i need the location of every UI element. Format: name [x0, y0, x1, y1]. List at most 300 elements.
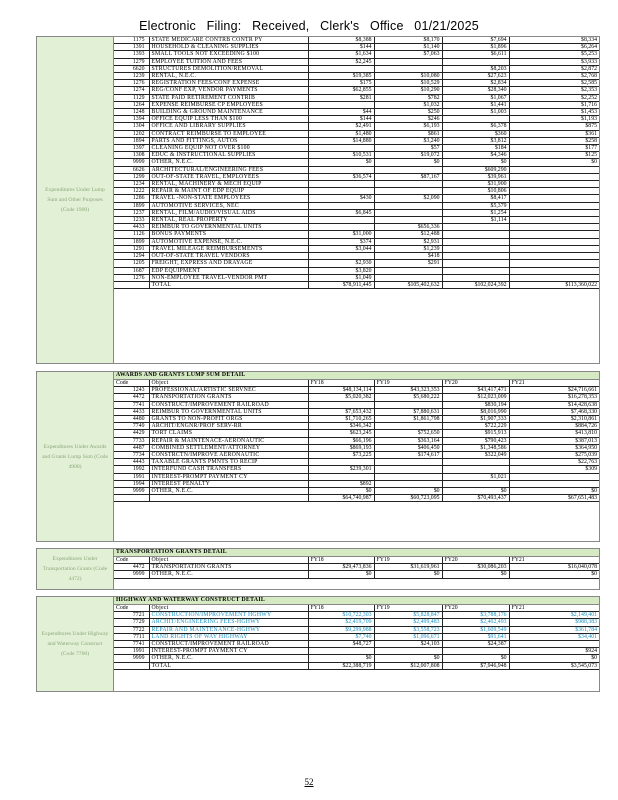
object-cell: STATE MEDICARE CONTRB CONTR PY	[149, 37, 308, 44]
fy19-cell: $12,007,808	[374, 662, 442, 669]
fy18-cell: FY18	[308, 557, 374, 564]
table-row	[114, 473, 599, 480]
fy20-cell: $2,834	[442, 80, 509, 87]
object-cell: INTEREST-PROMPT PAYMENT CY	[149, 648, 308, 655]
fy19-cell: $2,931	[374, 238, 442, 245]
fy18-cell: $869,193	[308, 444, 374, 451]
code-cell: 6626	[114, 166, 149, 173]
fy21-cell: FY21	[509, 380, 599, 387]
fy19-cell: $43,323,353	[374, 387, 442, 394]
fy21-cell: $7,468,330	[509, 408, 599, 415]
fy19-cell: $406,450	[374, 444, 442, 451]
fy18-cell: $48,134,114	[308, 387, 374, 394]
code-cell: 7722	[114, 626, 149, 633]
fy20-cell: $28,340	[442, 87, 509, 94]
fy19-cell: $10,290	[374, 87, 442, 94]
fy18-cell: $430	[308, 195, 374, 202]
fy19-cell: $656,336	[374, 224, 442, 231]
fy19-cell: $418	[374, 253, 442, 260]
fy19-cell: $10,529	[374, 80, 442, 87]
object-cell: RENTAL, N.E.C.	[149, 73, 308, 80]
code-cell: 7729	[114, 619, 149, 626]
fy18-cell: $9,299,988	[308, 626, 374, 633]
object-cell: AUTOMOTIVE EXPENSE, N.E.C.	[149, 238, 308, 245]
fy19-cell	[374, 480, 442, 487]
object-cell: OTHER, N.E.C.	[149, 655, 308, 662]
fy20-cell: $3,812	[442, 137, 509, 144]
fy21-cell: $875	[509, 123, 599, 130]
code-cell: 4472	[114, 564, 149, 571]
code-cell: 1243	[114, 387, 149, 394]
fy19-cell: $250	[374, 109, 442, 116]
fy21-cell	[509, 231, 599, 238]
fy18-cell: $48,727	[308, 641, 374, 648]
fy21-cell	[509, 224, 599, 231]
fy21-cell: $364,950	[509, 444, 599, 451]
fy21-cell	[509, 181, 599, 188]
object-cell: RENTAL, REAL PROPERTY	[149, 217, 308, 224]
column-header-row	[114, 605, 599, 612]
code-cell: 1991	[114, 473, 149, 480]
table-row	[114, 655, 599, 662]
fy21-cell: $125	[509, 152, 599, 159]
fy19-cell: $1,239	[374, 245, 442, 252]
table-row	[114, 408, 599, 415]
fy20-cell: $5,379	[442, 202, 509, 209]
object-cell: COMBINED SETTLEMENT/ATTORNEY	[149, 444, 308, 451]
fy20-cell: $1,067	[442, 94, 509, 101]
code-cell: 1687	[114, 267, 149, 274]
fy20-cell: FY20	[442, 605, 509, 612]
column-header-row	[114, 380, 599, 387]
fy18-cell: $3,044	[308, 245, 374, 252]
fy20-cell: $360	[442, 130, 509, 137]
object-cell: CONTRACT REIMBURSE TO EMPLOYEE	[149, 130, 308, 137]
fy19-cell	[374, 401, 442, 408]
code-cell	[114, 281, 149, 288]
fy20-cell	[442, 466, 509, 473]
awards-grants-section	[36, 371, 600, 542]
table-row	[114, 231, 599, 238]
fy21-cell: $34,401	[509, 633, 599, 640]
fy19-cell: $1,861,798	[374, 416, 442, 423]
fy18-cell: $374	[308, 238, 374, 245]
fy20-cell: $1,609,549	[442, 626, 509, 633]
fy21-cell	[509, 202, 599, 209]
code-cell: 1304	[114, 123, 149, 130]
table-row	[114, 195, 599, 202]
fy20-cell: $10,806	[442, 188, 509, 195]
object-cell: STRUCTURES DEMOLITION/REMOVAL	[149, 65, 308, 72]
code-cell: 1276	[114, 274, 149, 281]
fy19-cell: $861	[374, 130, 442, 137]
object-cell: OFFICE EQUIP LESS THAN $100	[149, 116, 308, 123]
fy20-cell: $609,290	[442, 166, 509, 173]
page-number: 52	[304, 777, 314, 787]
fy19-cell: $0	[374, 655, 442, 662]
fy19-cell: $174,617	[374, 452, 442, 459]
fy19-cell: $7,063	[374, 51, 442, 58]
fy18-cell: $31,000	[308, 231, 374, 238]
fy18-cell: $1,049	[308, 274, 374, 281]
fy19-cell	[374, 473, 442, 480]
fy20-cell: $1,907,333	[442, 416, 509, 423]
fy19-cell: $752,650	[374, 430, 442, 437]
fy19-cell	[374, 209, 442, 216]
table-row	[114, 253, 599, 260]
fy18-cell: $78,911,445	[308, 281, 374, 288]
fy18-cell: $36,574	[308, 173, 374, 180]
object-cell: TOTAL	[149, 662, 308, 669]
fy20-cell: $1,441	[442, 101, 509, 108]
object-cell: EXPENSE REIMBURSE CP EMPLOYEES	[149, 101, 308, 108]
fy20-cell: $7,694	[442, 37, 509, 44]
fy19-cell: $7,880,631	[374, 408, 442, 415]
code-cell: 7741	[114, 641, 149, 648]
fy21-cell: $2,149,401	[509, 612, 599, 619]
fy18-cell: $8,388	[308, 37, 374, 44]
fy19-cell	[374, 423, 442, 430]
fy18-cell: $623,245	[308, 430, 374, 437]
fy18-cell: $29,473,836	[308, 564, 374, 571]
fy21-cell: $2,252	[509, 94, 599, 101]
fy18-cell: $2,419,709	[308, 619, 374, 626]
code-cell	[114, 495, 149, 502]
fy21-cell: $2,353	[509, 87, 599, 94]
fy20-cell: $184	[442, 145, 509, 152]
code-cell: 1299	[114, 173, 149, 180]
fy19-cell: $1,096,671	[374, 633, 442, 640]
table-row	[114, 488, 599, 495]
fy20-cell: FY20	[442, 380, 509, 387]
code-cell: Code	[114, 557, 149, 564]
fy21-cell	[509, 166, 599, 173]
fy21-cell	[509, 209, 599, 216]
fy19-cell: $1,032	[374, 101, 442, 108]
code-cell: 7734	[114, 452, 149, 459]
fy21-cell	[509, 217, 599, 224]
fy20-cell: $1,114	[442, 217, 509, 224]
fy21-cell	[509, 260, 599, 267]
fy21-cell: $258	[509, 137, 599, 144]
fy18-cell: $1,634	[308, 51, 374, 58]
code-cell: 1248	[114, 109, 149, 116]
fy21-cell: $22,763	[509, 459, 599, 466]
table-row	[114, 130, 599, 137]
object-cell: ARCHIT/ENGINEERING FEES-HGHWY	[149, 619, 308, 626]
fy20-cell: $91,641	[442, 633, 509, 640]
code-cell: 1276	[114, 80, 149, 87]
table-row	[114, 116, 599, 123]
fy18-cell	[308, 224, 374, 231]
object-cell: REIMBUR TO GOVERNMENTAL UNITS	[149, 408, 308, 415]
fy18-cell: $22,388,719	[308, 662, 374, 669]
table-row	[114, 202, 599, 209]
table-row	[114, 37, 599, 44]
code-cell: Code	[114, 380, 149, 387]
object-cell: TRAVEL MILEAGE REIMBURSEMENTS	[149, 245, 308, 252]
table-row	[114, 209, 599, 216]
fy20-cell: $8,016,990	[442, 408, 509, 415]
fy20-cell: $7,946,948	[442, 662, 509, 669]
fy18-cell: $44	[308, 109, 374, 116]
fy18-cell: $66,196	[308, 437, 374, 444]
code-cell: 7741	[114, 401, 149, 408]
column-header-row	[114, 557, 599, 564]
table-row	[114, 109, 599, 116]
total-row	[114, 495, 599, 502]
fy20-cell: $1,021	[442, 473, 509, 480]
fy19-cell: FY19	[374, 605, 442, 612]
object-cell: INTEREST-PROMPT PAYMENT CY	[149, 473, 308, 480]
object-cell: FREIGHT, EXPRESS AND DRAYAGE	[149, 260, 308, 267]
fy21-cell: $0	[509, 655, 599, 662]
page-header: Electronic Filing: Received, Clerk's Office 01/21/2025	[139, 19, 479, 33]
fy20-cell: $722,229	[442, 423, 509, 430]
fy18-cell: $10,531	[308, 152, 374, 159]
code-cell: 1233	[114, 217, 149, 224]
code-cell: 9999	[114, 571, 149, 578]
code-cell: 4480	[114, 416, 149, 423]
fy20-cell: $39,961	[442, 173, 509, 180]
table-row	[114, 94, 599, 101]
fy21-cell: FY21	[509, 605, 599, 612]
transportation-grants-table	[114, 557, 599, 579]
code-cell	[114, 662, 149, 669]
object-cell: CONSTRCTN/IMPROVE AERONAUTIC	[149, 452, 308, 459]
fy18-cell: $0	[308, 488, 374, 495]
fy18-cell	[308, 401, 374, 408]
code-cell: 4429	[114, 430, 149, 437]
object-cell: HOUSEHOLD & CLEANING SUPPLIES	[149, 44, 308, 51]
table-row	[114, 224, 599, 231]
fy18-cell	[308, 166, 374, 173]
section-side-label: Expenditures Under Lump Sum and Other Purposes (Code 1900)	[37, 37, 114, 363]
fy21-cell: $67,651,483	[509, 495, 599, 502]
fy18-cell: $239,301	[308, 466, 374, 473]
table-row	[114, 437, 599, 444]
fy20-cell: $6,611	[442, 51, 509, 58]
table-row	[114, 401, 599, 408]
fy19-cell: $105,402,632	[374, 281, 442, 288]
code-cell: 7711	[114, 633, 149, 640]
fy20-cell: $27,623	[442, 73, 509, 80]
table-row	[114, 394, 599, 401]
code-cell: 1391	[114, 44, 149, 51]
object-cell: OTHER, N.E.C.	[149, 488, 308, 495]
fy19-cell: $8,170	[374, 37, 442, 44]
fy19-cell: $3,558,723	[374, 626, 442, 633]
code-cell: 1291	[114, 245, 149, 252]
fy19-cell: $5,828,847	[374, 612, 442, 619]
section-band-title: TRANSPORTATION GRANTS DETAIL	[114, 549, 599, 557]
table-row	[114, 238, 599, 245]
fy21-cell: $884,726	[509, 423, 599, 430]
table-row	[114, 101, 599, 108]
fy19-cell: $5,680,222	[374, 394, 442, 401]
fy20-cell: $43,417,471	[442, 387, 509, 394]
object-cell: REIMBUR TO GOVERNMENTAL UNITS	[149, 224, 308, 231]
fy18-cell: $0	[308, 571, 374, 578]
fy18-cell: $281	[308, 94, 374, 101]
code-cell: 1397	[114, 145, 149, 152]
object-cell: EDP EQUIPMENT	[149, 267, 308, 274]
fy18-cell: FY18	[308, 605, 374, 612]
fy18-cell	[308, 648, 374, 655]
fy21-cell	[509, 480, 599, 487]
fy21-cell	[509, 188, 599, 195]
fy20-cell: $3,788,176	[442, 612, 509, 619]
fy19-cell: $57	[374, 145, 442, 152]
code-cell: 4487	[114, 444, 149, 451]
object-cell: BONUS PAYMENTS	[149, 231, 308, 238]
fy18-cell	[308, 65, 374, 72]
object-cell: OTHER, N.E.C.	[149, 159, 308, 166]
table-row	[114, 152, 599, 159]
fy20-cell: $1,896	[442, 44, 509, 51]
table-row	[114, 633, 599, 640]
table-row	[114, 444, 599, 451]
fy21-cell	[509, 245, 599, 252]
object-cell: Object	[149, 380, 308, 387]
fy20-cell: $70,493,437	[442, 495, 509, 502]
lump-sum-table	[114, 37, 599, 289]
code-cell: 1393	[114, 51, 149, 58]
fy21-cell: $8,334	[509, 37, 599, 44]
fy19-cell: $87,167	[374, 173, 442, 180]
table-row	[114, 51, 599, 58]
code-cell: 9999	[114, 159, 149, 166]
fy19-cell	[374, 459, 442, 466]
fy19-cell: $2,090	[374, 195, 442, 202]
code-cell: 7721	[114, 612, 149, 619]
fy21-cell: $0	[509, 571, 599, 578]
fy20-cell	[442, 231, 509, 238]
fy20-cell	[442, 480, 509, 487]
object-cell: REG/CONF EXP, VENDOR PAYMENTS	[149, 87, 308, 94]
table-row	[114, 166, 599, 173]
fy19-cell	[374, 267, 442, 274]
object-cell: PARTS AND FITTINGS, AUTOS	[149, 137, 308, 144]
fy21-cell	[509, 238, 599, 245]
fy18-cell	[308, 101, 374, 108]
code-cell: 1286	[114, 195, 149, 202]
table-row	[114, 416, 599, 423]
fy18-cell: $3,820	[308, 267, 374, 274]
code-cell: 1175	[114, 37, 149, 44]
object-cell: RENTAL, FILM/AUDIO/VISUAL AIDS	[149, 209, 308, 216]
table-row	[114, 58, 599, 65]
code-cell: 1394	[114, 116, 149, 123]
fy21-cell: $3,545,073	[509, 662, 599, 669]
lump-sum-section	[36, 36, 600, 364]
object-cell: REGISTRATION FEES/CONF EXPENSE	[149, 80, 308, 87]
object-cell: EMPLOYEE TUITION AND FEES	[149, 58, 308, 65]
fy19-cell: $19,072	[374, 152, 442, 159]
fy20-cell: $24,387	[442, 641, 509, 648]
object-cell: OUT-OF-STATE TRAVEL, EMPLOYEES	[149, 173, 308, 180]
fy21-cell: $924	[509, 648, 599, 655]
fy21-cell: $16,278,353	[509, 394, 599, 401]
object-cell: OFFICE AND LIBRARY SUPPLIES	[149, 123, 308, 130]
fy18-cell: $5,020,382	[308, 394, 374, 401]
fy20-cell	[442, 459, 509, 466]
fy20-cell: $322,049	[442, 452, 509, 459]
fy19-cell: $12,488	[374, 231, 442, 238]
table-row	[114, 65, 599, 72]
fy20-cell: $830,194	[442, 401, 509, 408]
fy21-cell: FY21	[509, 557, 599, 564]
object-cell: CONSTRUCTION/IMPROVEMENT HGHWY	[149, 612, 308, 619]
section-side-label: Expenditures Under Highway and Waterway Construct (Code 7700)	[37, 597, 114, 691]
object-cell: PROFESSIONAL/ARTISTIC SERVNEC	[149, 387, 308, 394]
object-cell: OTHER, N.E.C.	[149, 571, 308, 578]
object-cell: CLEANING EQUIP NOT OVER $100	[149, 145, 308, 152]
table-row	[114, 452, 599, 459]
table-row	[114, 274, 599, 281]
fy20-cell: $0	[442, 655, 509, 662]
table-row	[114, 480, 599, 487]
fy18-cell: $2,491	[308, 123, 374, 130]
fy19-cell	[374, 274, 442, 281]
fy21-cell: $0	[509, 488, 599, 495]
table-row	[114, 267, 599, 274]
fy20-cell: $1,348,586	[442, 444, 509, 451]
fy19-cell: $2,499,483	[374, 619, 442, 626]
code-cell: 1239	[114, 73, 149, 80]
fy18-cell: $1,480	[308, 130, 374, 137]
table-row	[114, 123, 599, 130]
object-cell: INTERFUND CASH TRANSFERS	[149, 466, 308, 473]
table-row	[114, 188, 599, 195]
fy19-cell: $60,723,095	[374, 495, 442, 502]
fy21-cell: $16,040,078	[509, 564, 599, 571]
table-row	[114, 87, 599, 94]
table-row	[114, 44, 599, 51]
fy18-cell	[308, 181, 374, 188]
fy18-cell: $144	[308, 44, 374, 51]
fy18-cell: $73,225	[308, 452, 374, 459]
fy18-cell: $7,653,432	[308, 408, 374, 415]
fy20-cell: $31,900	[442, 181, 509, 188]
code-cell: 6620	[114, 65, 149, 72]
object-cell: ARCHITECTURAL/ENGINEERING FEES	[149, 166, 308, 173]
code-cell: 1994	[114, 480, 149, 487]
fy20-cell	[442, 238, 509, 245]
code-cell: 1899	[114, 238, 149, 245]
fy21-cell: $275,039	[509, 452, 599, 459]
fy20-cell	[442, 648, 509, 655]
fy21-cell: $14,428,638	[509, 401, 599, 408]
transportation-grants-section	[36, 548, 600, 590]
fy18-cell: $62,855	[308, 87, 374, 94]
section-side-label: Expenditures Under Awards and Grants Lump Sum (Code 4900)	[37, 372, 114, 541]
object-cell: REPAIR & MAINTENACE-AERONAUTIC	[149, 437, 308, 444]
fy18-cell: FY18	[308, 380, 374, 387]
code-cell: 7733	[114, 437, 149, 444]
fy19-cell: $291	[374, 260, 442, 267]
code-cell: 9999	[114, 488, 149, 495]
fy19-cell: $31,619,961	[374, 564, 442, 571]
object-cell: STATE PAID RETIREMENT CONTRIB	[149, 94, 308, 101]
total-row	[114, 281, 599, 288]
fy19-cell: $10,080	[374, 73, 442, 80]
object-cell: AUTOMOTIVE SERVICES, NEC	[149, 202, 308, 209]
code-cell: 9999	[114, 655, 149, 662]
fy19-cell: FY19	[374, 557, 442, 564]
object-cell: TRANSPORTATION GRANTS	[149, 394, 308, 401]
fy18-cell	[308, 188, 374, 195]
